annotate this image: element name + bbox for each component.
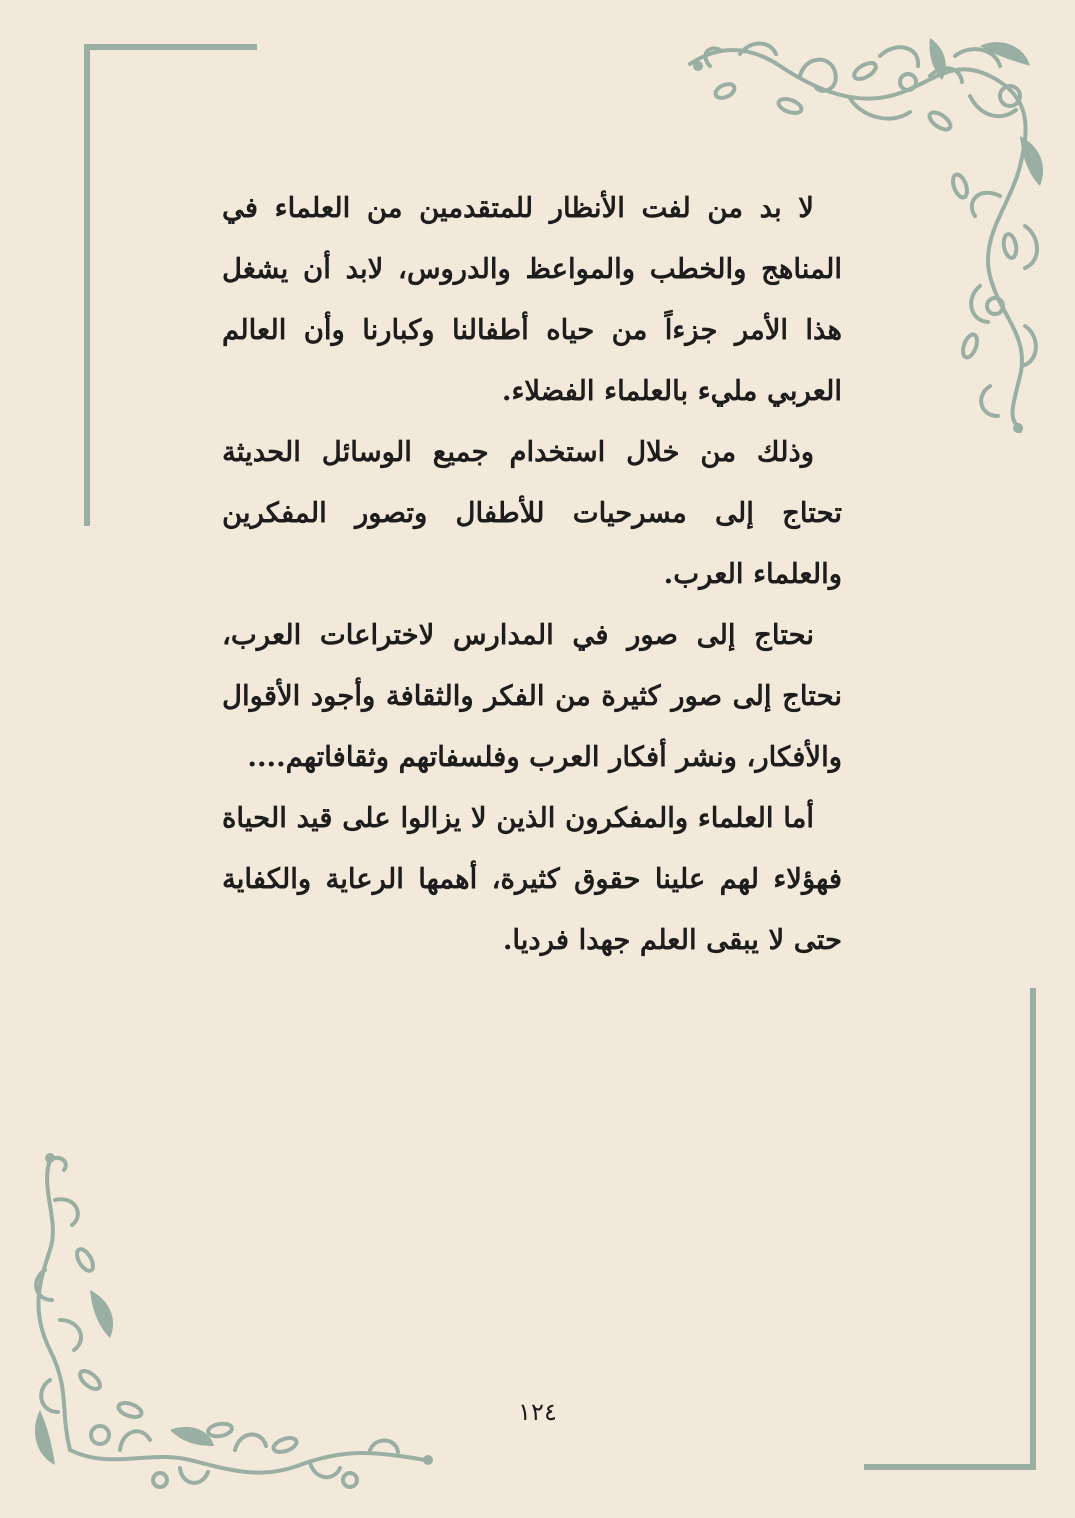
paragraph-2: وذلك من خلال استخدام جميع الوسائل الحديثة تحتاج إلى مسرحيات للأطفال وتصور المفكرين والعلماء العرب. <box>222 436 842 590</box>
frame-bottom-right-horizontal <box>864 1464 1036 1470</box>
frame-top-left-horizontal <box>84 44 257 50</box>
paragraph-1: لا بد من لفت الأنظار للمتقدمين من العلماء في المناهج والخطب والمواعظ والدروس، لابد أن يشغل هذا الأمر جزءاً من حياه أطفالنا وكبارنا وأن العالم العربي مليء بالعلماء الفضلاء. <box>222 192 842 407</box>
paragraph-3: نحتاج إلى صور في المدارس لاختراعات العرب، نحتاج إلى صور كثيرة من الفكر والثقافة وأجود الأقوال والأفكار، ونشر أفكار العرب وفلسفاتهم وثقافاتهم.... <box>222 619 842 773</box>
frame-top-left-vertical <box>84 44 90 526</box>
page-number: ١٢٤ <box>518 1398 557 1426</box>
main-text <box>222 178 842 971</box>
floral-ornament-bottom-left <box>30 1150 440 1490</box>
paragraph-4: أما العلماء والمفكرون الذين لا يزالوا على قيد الحياة فهؤلاء لهم علينا حقوق كثيرة، أهمها الرعاية والكفاية حتى لا يبقى العلم جهدا فرديا. <box>222 802 842 956</box>
